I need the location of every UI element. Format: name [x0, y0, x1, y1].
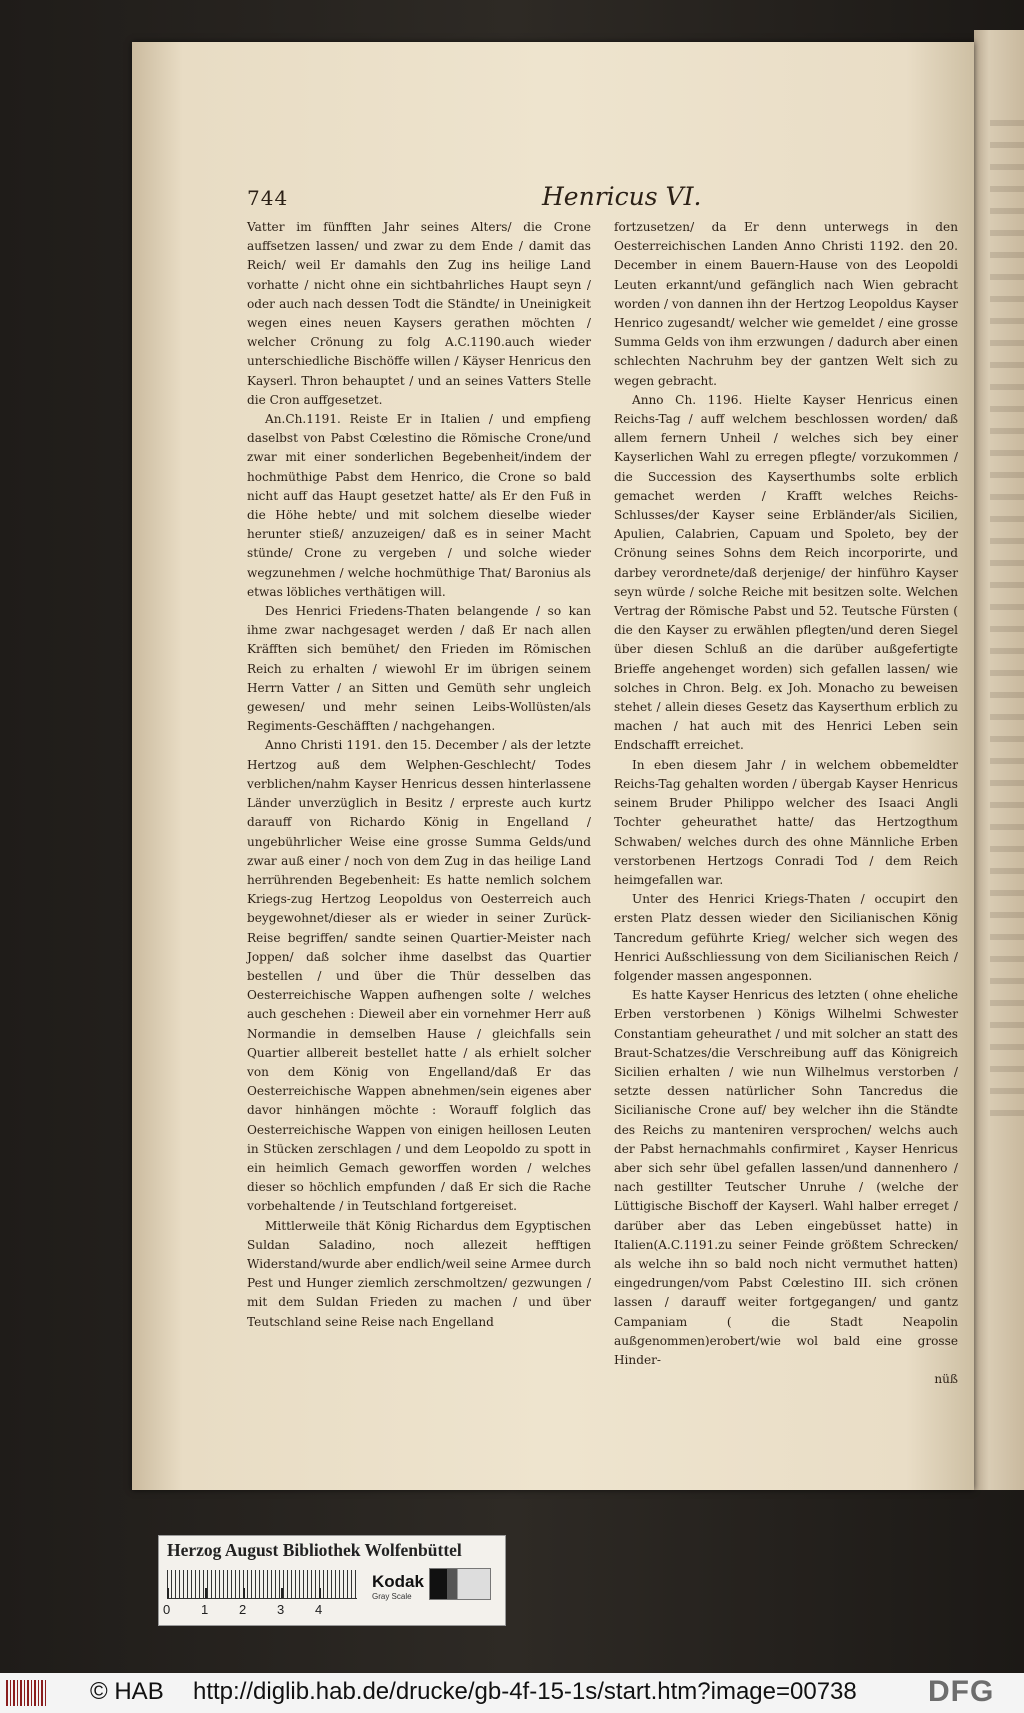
source-url-link[interactable]: http://diglib.hab.de/drucke/gb-4f-15-1s/start.htm?image=00738 [193, 1678, 857, 1705]
ruler-number: 4 [315, 1602, 323, 1617]
dfg-logo: DFG [928, 1675, 995, 1708]
paragraph: Es hatte Kayser Henricus des letzten ( ohne eheliche Erben verstorbenen ) Königs Wilhelmi Schwester Constantiam geheurathet / und mit solcher an statt des Braut-Schatzes/die Verschreibung auff das Königreich Sicilien erhalten / wie nun Wilhelmus verstorben / setzte dessen natürlicher Sohn Tancredus die Sicilianische Crone auf/ bey welcher ihn die Ständte des Reichs zu manteniren versprochen/ welchs auch der Pabst hernachmahls confirmiret , Kayser Henricus aber sich sehr übel gefallen lassen/und dannenhero / nach gestillter Teutscher Unruhe / (welche der Lüttigische Bischoff der Kayserl. Wahl halber erreget / darüber aber das Leben eingebüsset hatte) in Italien(A.C.1191.zu seiner Feinde größtem Schrecken/ als welche ihn so bald noch nicht vermuthet hatten) eingedrungen/vom Pabst Cœlestino III. sich crönen lassen / darauff weiter fortgegangen/ und gantz Campaniam ( die Stadt Neapolin außgenommen)erobert/wie wol bald eine grosse Hinder- [614, 988, 958, 1367]
paragraph: In eben diesem Jahr / in welchem obbemeldter Reichs-Tag gehalten worden / übergab Kayser Henricus seinem Bruder Philippo welcher des Isaaci Angli Tochter geheurathet hatte/ das Hertzogthum Schwaben/ welches durch des ohne Männliche Erben verstorbenen Hertzogs Conradi Tod / dem Reich heimgefallen war. [614, 757, 958, 887]
left-column [247, 218, 591, 1332]
viewer-footer [0, 1673, 1024, 1713]
ruler-number: 3 [277, 1602, 285, 1617]
paragraph: An.Ch.1191. Reiste Er in Italien / und empfieng daselbst von Pabst Cœlestino die Römische Crone/und zwar mit einer sonderlichen Begebenheit/indem der hochmüthige Pabst dem Henrico, die Crone so bald nicht auff das Haupt gesetzet hatte/ als Er den Fuß in die Höhe hebte/ und mit solchem dieselbe wieder herunter stieß/ anzuzeigen/ daß es in seiner Macht stünde/ Crone zu vergeben / und solche wieder wegzunehmen / welche hochmüthige That/ Baronius als etwas löbliches verthätigen will. [247, 412, 591, 599]
paragraph: Anno Christi 1191. den 15. December / als der letzte Hertzog auß dem Welphen-Geschlecht/ Todes verblichen/nahm Kayser Henricus dessen hinterlassene Länder unverzüglich in Besitz / erpreste auch kurtz darauff von Richardo König in Engelland / ungebührlicher Weise eine grosse Summa Gelds/und zwar auß einer / noch von dem Zug in das heilige Land herrührenden Begebenheit: Es hatte nemlich solchem Kriegs-zug Hertzog Leopoldus von Oesterreich auch beygewohnet/dieser als er wieder in seiner Zurück-Reise begriffen/ sandte seinen Quartier-Meister nach Joppen/ daß solcher ihme daselbst das Quartier bestellen / und über die Thür desselben das Oesterreichische Wappen aufhengen solte / welches auch geschehen : Dieweil aber ein vornehmer Herr auß Normandie in demselben Hause / gleichfalls sein Quartier allbereit bestellet hatte / als erhielt solcher von dem König von Engelland/daß Er das Oesterreichische Wappen abnehmen/sein eigenes aber davor hinhängen möchte : Worauff folglich das Oesterreichische Wappen von einigen heillosen Leuten in Stücken zerschlagen / und dem Leopoldo zu spott in ein heimlich Gemach geworffen worden / welches dieser so höchlich empfunden / daß Er sich die Rache vorbehaltende / in Teutschland fortgereiset. [247, 738, 591, 1214]
paragraph: fortzusetzen/ da Er denn unterwegs in den Oesterreichischen Landen Anno Christi 1192. den 20. December in einem Bauern-Hause von des Leopoldi Leuten erkannt/und gefänglich nach Wien gebracht worden / von dannen ihn der Hertzog Leopoldus Kayser Henrico zugesandt/ welcher wie gemeldet / eine grosse Summa Gelds von ihm erzwungen / dadurch aber einen schlechten Nachruhm bey der gantzen Welt sich zu wegen gebracht. [614, 220, 958, 388]
running-head [132, 182, 974, 218]
barcode-icon [6, 1680, 46, 1706]
gray-scale-label: Gray Scale [372, 1592, 412, 1601]
color-calibration-card [158, 1535, 506, 1626]
book-page [132, 42, 974, 1490]
header-title: Henricus VI. [542, 182, 702, 211]
paragraph: Anno Ch. 1196. Hielte Kayser Henricus einen Reichs-Tag / auff welchem beschlossen worden/ daß allem fernern Unheil / welches sich bey einer Kayserlichen Wahl zu erregen pflegte/ vorzukommen / die Succession des Kayserthumbs solte erblich gemachet werden / Krafft welches Reichs-Schlusses/der Kayser seine Erbländer/als Sicilien, Apulien, Calabrien, Capuam und Spoleto, bey der Crönung seines Sohns dem Reich incorporirte, und darbey verordnete/daß derjenige/ der hinführo Kayser seyn würde / solche Reiche mit besitzen solte. Welchen Vertrag der Römische Pabst und 52. Teutsche Fürsten ( die den Kayser zu erwählen pflegten/und deren Siegel über diesen Schluß an die darüber außgefertigte Brieffe angehenget worden) sich gefallen lassen/ wie solches in Chron. Belg. ex Joh. Monacho zu beweisen stehet / allein dieses Gesetz das Kayserthum erblich zu machen / hat auch mit des Henrici Leben sein Endschafft erreichet. [614, 392, 958, 753]
ruler-number: 1 [201, 1602, 209, 1617]
gray-scale-patches [429, 1568, 491, 1600]
ruler-numbers [163, 1602, 363, 1620]
ruler-number: 0 [163, 1602, 171, 1617]
ruler-number: 2 [239, 1602, 247, 1617]
catchword: nüß [934, 1372, 958, 1387]
copyright-credit: © HAB [90, 1678, 164, 1705]
paragraph: Mittlerweile thät König Richardus dem Egyptischen Suldan Saladino, noch allezeit hefftigen Widerstand/wurde aber endlich/weil seine Armee durch Pest und Hunger ziemlich zerschmoltzen/ gezwungen / mit dem Suldan Frieden zu machen / und über Teutschland seine Reise nach Engelland [247, 1218, 591, 1329]
page-number: 744 [247, 186, 289, 210]
paragraph: Unter des Henrici Kriegs-Thaten / occupirt den ersten Platz dessen wieder den Sicilianischen König Tancredum geführte Krieg/ welcher sich wegen des Henrici Außschliessung von dem Sicilianischen Reich / folgender massen angesponnen. [614, 892, 958, 983]
paragraph: Des Henrici Friedens-Thaten belangende / so kan ihme zwar nachgesaget werden / daß Er nach allen Kräfften sich bemühet/ den Frieden im Römischen Reich zu erhalten / wiewohl Er im übrigen seinem Herrn Vatter / an Sitten und Gemüth sehr ungleich gewesen/ und mehr seinen Leibs-Wollüsten/als Regiments-Geschäfften / nachgehangen. [247, 604, 591, 734]
right-column [614, 218, 958, 1389]
paragraph: Vatter im fünfften Jahr seines Alters/ die Crone auffsetzen lassen/ und zwar zu dem Ende / damit das Reich/ weil Er damahls den Zug ins heilige Land vorhatte / nicht ohne ein sichtbahrliches Haupt seyn / oder auch nach dessen Todt die Ständte/ in Uneinigkeit wegen eines neuen Kaysers gerathen möchten / welcher Crönung zu folg A.C.1190.auch wieder unterschiedliche Bischöffe willen / Käyser Henricus den Kayserl. Thron behauptet / und an seines Vatters Stelle die Cron auffgesetzet. [247, 220, 591, 407]
library-name: Herzog August Bibliothek Wolfenbüttel [167, 1540, 462, 1560]
kodak-logo: Kodak [372, 1572, 424, 1591]
next-page-bleed [990, 120, 1024, 1120]
ruler-scale [167, 1570, 357, 1599]
